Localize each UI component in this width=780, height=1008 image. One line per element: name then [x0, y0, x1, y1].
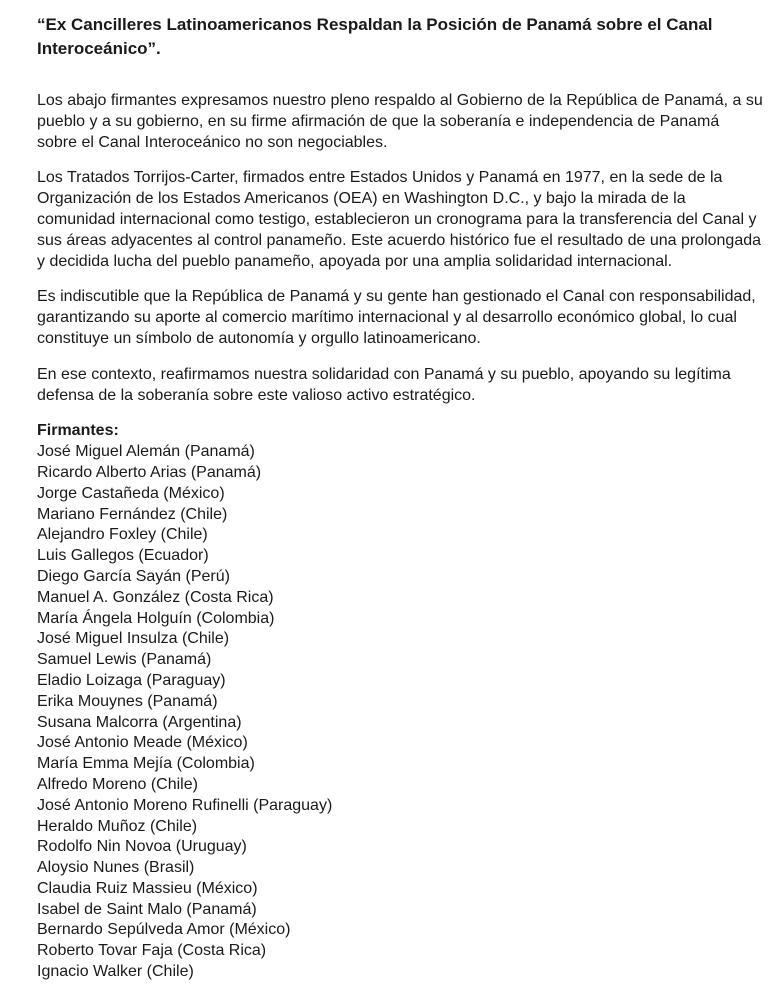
signer-item: Eladio Loizaga (Paraguay)	[37, 671, 226, 689]
signer-item: Ricardo Alberto Arias (Panamá)	[37, 463, 262, 481]
document-title: “Ex Cancilleres Latinoamericanos Respaldan la Posición de Panamá sobre el Canal Interoceánico”.	[37, 15, 713, 58]
signer-item: Aloysio Nunes (Brasil)	[37, 859, 195, 877]
signer-item: Erika Mouynes (Panamá)	[37, 692, 218, 710]
signer-item: Alfredo Moreno (Chile)	[37, 775, 198, 793]
signer-item: Claudia Ruiz Massieu (México)	[37, 879, 258, 897]
signer-item: José Antonio Meade (México)	[37, 734, 248, 752]
signer-item: Susana Malcorra (Argentina)	[37, 713, 242, 731]
signer-item: Alejandro Foxley (Chile)	[37, 526, 208, 544]
signer-item: Jorge Castañeda (México)	[37, 484, 225, 502]
signer-item: Isabel de Saint Malo (Panamá)	[37, 900, 257, 918]
signer-item: Roberto Tovar Faja (Costa Rica)	[37, 942, 267, 960]
signer-item: María Ángela Holguín (Colombia)	[37, 609, 275, 627]
signers-section	[37, 421, 763, 983]
signer-item: José Miguel Insulza (Chile)	[37, 630, 230, 648]
paragraph-torrijos-carter: Los Tratados Torrijos-Carter, firmados entre Estados Unidos y Panamá en 1977, en la sede de la Organización de los Estados Americanos (OEA) en Washington D.C., y bajo la mirada de la comunidad internacional como testigo, establecieron un cronograma para la transferencia del Canal y sus áreas adyacentes al control panameño. Este acuerdo histórico fue el resultado de una prolongada y decidida lucha del pueblo panameño, apoyada por una amplia solidaridad internacional.	[37, 169, 762, 270]
signer-item: Ignacio Walker (Chile)	[37, 963, 194, 981]
signer-item: José Antonio Moreno Rufinelli (Paraguay)	[37, 796, 333, 814]
signer-item: Rodolfo Nin Novoa (Uruguay)	[37, 838, 247, 856]
signer-item: Luis Gallegos (Ecuador)	[37, 547, 209, 565]
paragraph-solidarity: En ese contexto, reafirmamos nuestra solidaridad con Panamá y su pueblo, apoyando su legítima defensa de la soberanía sobre este valioso activo estratégico.	[37, 365, 731, 404]
signer-item: Bernardo Sepúlveda Amor (México)	[37, 921, 291, 939]
paragraph-canal-management: Es indiscutible que la República de Panamá y su gente han gestionado el Canal con responsabilidad, garantizando su aporte al comercio marítimo internacional y al desarrollo económico global, lo cual constituye un símbolo de autonomía y orgullo latinoamericano.	[37, 288, 756, 347]
signer-item: Manuel A. González (Costa Rica)	[37, 588, 274, 606]
signer-item: María Emma Mejía (Colombia)	[37, 755, 255, 773]
signers-heading: Firmantes:	[37, 422, 119, 440]
signer-item: Heraldo Muñoz (Chile)	[37, 817, 198, 835]
signer-item: Diego García Sayán (Perú)	[37, 567, 230, 585]
signer-item: Mariano Fernández (Chile)	[37, 505, 228, 523]
signer-item: Samuel Lewis (Panamá)	[37, 651, 212, 669]
paragraph-support-statement: Los abajo firmantes expresamos nuestro pleno respaldo al Gobierno de la República de Panamá, a su pueblo y a su gobierno, en su firme afirmación de que la soberanía e independencia de Panamá sobre el Canal Interoceánico no son negociables.	[37, 92, 763, 151]
signers-list	[37, 442, 763, 983]
signer-item: José Miguel Alemán (Panamá)	[37, 443, 255, 461]
